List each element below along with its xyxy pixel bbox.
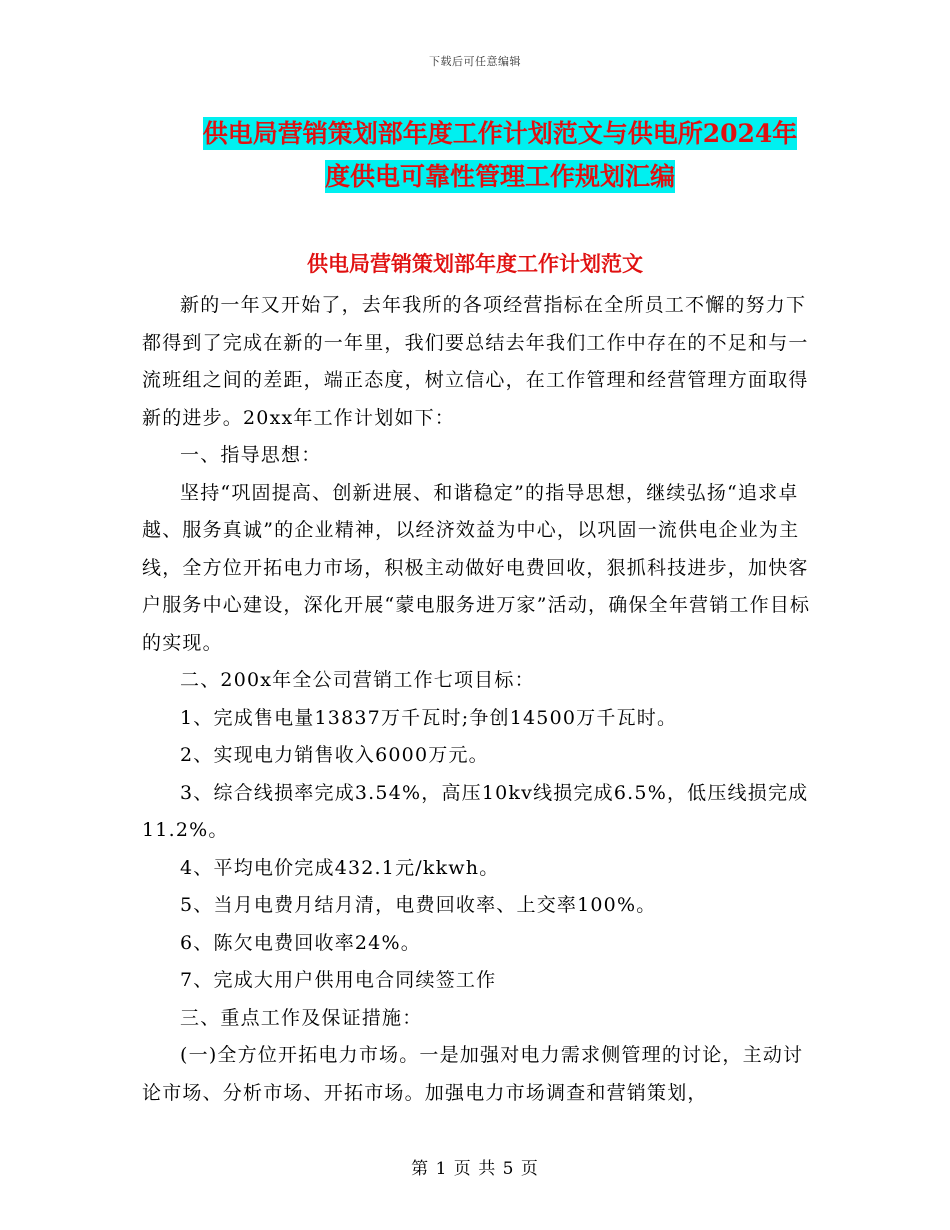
page-footer: 第 1 页 共 5 页 bbox=[411, 1159, 539, 1179]
document-title bbox=[100, 112, 900, 198]
header-note: 下载后可任意编辑 bbox=[429, 55, 521, 68]
paragraph-heading-1: 一、指导思想： bbox=[180, 444, 322, 466]
document-title-line-2: 度供电可靠性管理工作规划汇编 bbox=[324, 162, 675, 191]
paragraph-measure-1: (一)全方位开拓电力市场。一是加强对电力需求侧管理的讨论，主动讨论市场、分析市场、开拓市场。加强电力市场调查和营销策划， bbox=[142, 1044, 804, 1104]
paragraph-heading-3: 三、重点工作及保证措施： bbox=[180, 1006, 423, 1029]
goal-item-2: 2、实现电力销售收入6000万元。 bbox=[180, 744, 489, 766]
document-title-line-1: 供电局营销策划部年度工作计划范文与供电所2024年 bbox=[202, 119, 798, 148]
goal-item-6: 6、陈欠电费回收率24%。 bbox=[180, 931, 421, 954]
goal-item-4: 4、平均电价完成432.1元/kkwh。 bbox=[180, 856, 500, 879]
goal-item-5: 5、当月电费月结月清，电费回收率、上交率100%。 bbox=[180, 894, 657, 916]
paragraph-heading-2: 二、200x年全公司营销工作七项目标： bbox=[180, 669, 535, 691]
paragraph-intro: 新的一年又开始了，去年我所的各项经营指标在全所员工不懈的努力下都得到了完成在新的一年里，我们要总结去年我们工作中存在的不足和与一流班组之间的差距，端正态度，树立信心，在工作管理和经营管理方面取得新的进步。20xx年工作计划如下： bbox=[142, 294, 809, 429]
body-text bbox=[142, 287, 812, 1112]
section-heading: 供电局营销策划部年度工作计划范文 bbox=[307, 251, 643, 276]
goal-item-3: 3、综合线损率完成3.54%，高压10kv线损完成6.5%，低压线损完成11.2%。 bbox=[142, 781, 809, 841]
paragraph-guiding-thought: 坚持“巩固提高、创新进展、和谐稳定”的指导思想，继续弘扬“追求卓越、服务真诚”的企业精神，以经济效益为中心，以巩固一流供电企业为主线，全方位开拓电力市场，积极主动做好电费回收，狠抓科技进步，加快客户服务中心建设，深化开展“蒙电服务进万家”活动，确保全年营销工作目标的实现。 bbox=[142, 481, 811, 654]
goal-item-7: 7、完成大用户供用电合同续签工作 bbox=[180, 969, 497, 991]
goal-item-1: 1、完成售电量13837万千瓦时;争创14500万千瓦时。 bbox=[180, 706, 678, 729]
